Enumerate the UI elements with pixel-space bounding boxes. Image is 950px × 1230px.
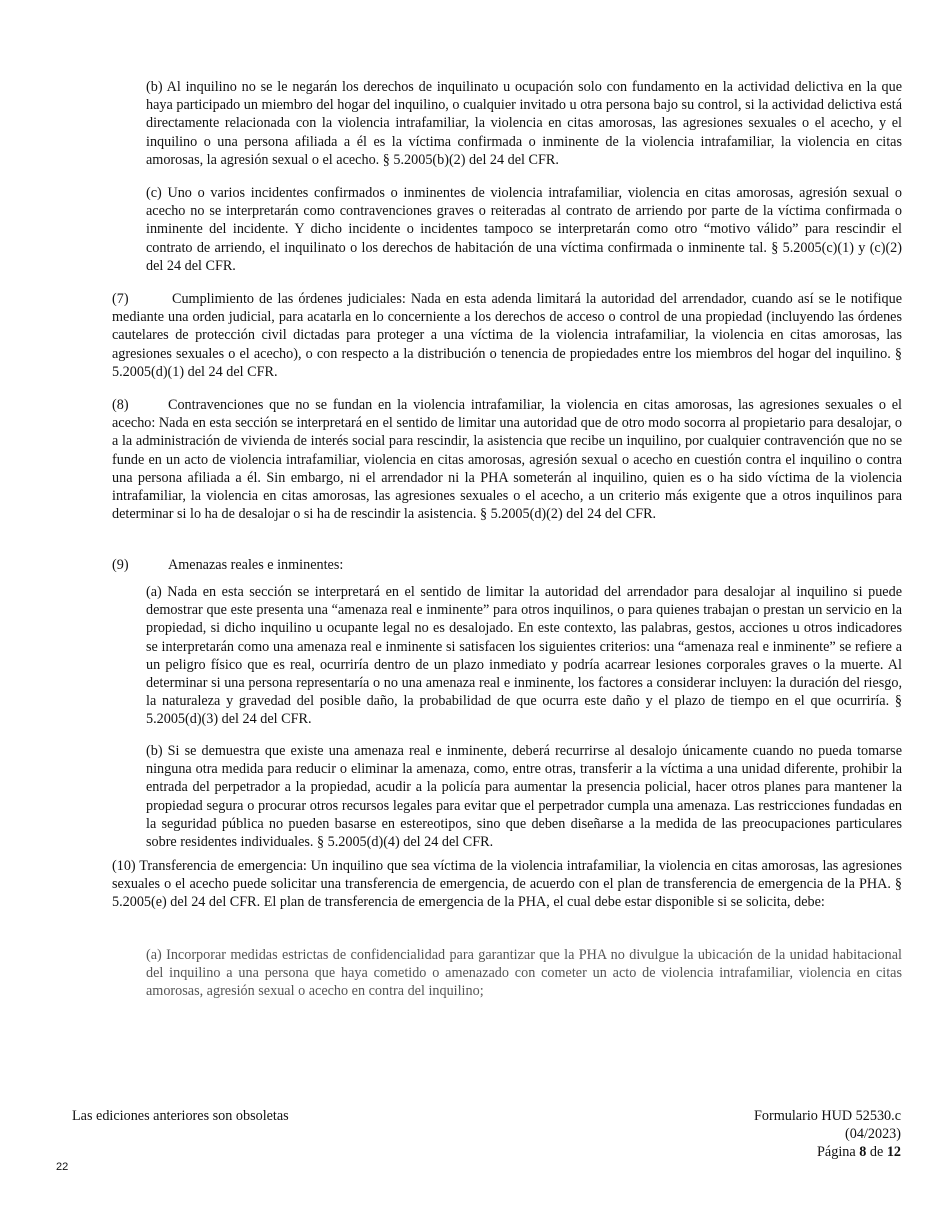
section-7-text: Cumplimiento de las órdenes judiciales: Nada en esta adenda limitará la autoridad del arrendador, cuando así se le notifique mediante una orden judicial, para acatarla en lo concerniente a los derechos de acceso o control de una propiedad (incluyendo las órdenes cautelares de protección civil dictadas para proteger a una víctima de la violencia intrafamiliar, la violencia en citas amorosas, las agresiones sexuales o el acecho), o con respecto a la distribución o tenencia de propiedades entre los miembros del hogar del inquilino. § 5.2005(d)(1) del 24 del CFR. bbox=[112, 291, 902, 380]
footer-page-total: 12 bbox=[886, 1144, 901, 1161]
section-8-paragraph bbox=[112, 396, 902, 523]
footer-form-info bbox=[754, 1107, 901, 1162]
section-10a-paragraph: (a) Incorporar medidas estrictas de confidencialidad para garantizar que la PHA no divulgue la ubicación de la unidad habitacional del inquilino a una persona que haya cometido o amenazado con cometer un acto de violencia intrafamiliar, violencia en citas amorosas, agresión sexual o acecho en contra del inquilino; bbox=[146, 947, 902, 1000]
footer-page-indicator bbox=[754, 1143, 901, 1161]
section-9a-paragraph: (a) Nada en esta sección se interpretará en el sentido de limitar la autoridad del arrendador para desalojar al inquilino si puede demostrar que este presenta una “amenaza real e inminente” para otros inquilinos, o para quienes trabajan o prestan un servicio en la propiedad, si dicho inquilino u ocupante legal no es desalojado. En este contexto, las palabras, gestos, acciones u otros indicadores se interpretarán como una amenaza real e inminente si satisfacen los siguientes criterios: una “amenaza real e inminente” se refiere a un peligro físico que es real, ocurriría dentro de un plazo inmediato y podría acarrear lesiones corporales graves o la muerte. Al determinar si una persona representaría o no una amenaza real e inminente, los factores a considerar incluyen: la duración del riesgo, la naturaleza y gravedad del posible daño, la probabilidad de que ocurra este daño y el plazo de tiempo en el que ocurriría. § 5.2005(d)(3) del 24 del CFR. bbox=[146, 584, 902, 728]
section-10-paragraph: (10) Transferencia de emergencia: Un inquilino que sea víctima de la violencia intrafamiliar, la violencia en citas amorosas, las agresiones sexuales o el acecho puede solicitar una transferencia de emergencia, de acuerdo con el plan de transferencia de emergencia de la PHA. § 5.2005(e) del 24 del CFR. El plan de transferencia de emergencia de la PHA, el cual debe estar disponible si se solicita, debe: bbox=[112, 858, 902, 911]
section-9b-paragraph: (b) Si se demuestra que existe una amenaza real e inminente, deberá recurrirse al desalojo únicamente cuando no pueda tomarse ninguna otra medida para reducir o eliminar la amenaza, como, entre otras, transferir a la víctima a una unidad diferente, prohibir la entrada del perpetrador a la propiedad, acudir a la policía para aumentar la presencia policial, hacer otros planes para mantener la propiedad segura o procurar otros recursos legales para evitar que el perpetrador cumpla una amenaza. Las restricciones fundadas en la seguridad pública no pueden basarse en estereotipos, sino que deben diseñarse a la medida de las preocupaciones particulares sobre residentes individuales. § 5.2005(d)(4) del 24 del CFR. bbox=[146, 743, 902, 851]
section-7-number: (7) bbox=[112, 291, 129, 307]
section-9-heading-text: Amenazas reales e inminentes: bbox=[168, 557, 344, 573]
footer-page-prefix: Página bbox=[817, 1144, 860, 1161]
footer-page-current: 8 bbox=[859, 1144, 867, 1161]
section-9-number: (9) bbox=[112, 557, 129, 573]
section-6c-paragraph: (c) Uno o varios incidentes confirmados o inminentes de violencia intrafamiliar, violencia en citas amorosas, agresión sexual o acecho no se interpretarán como contravenciones graves o reiteradas al contrato de arriendo por parte de la víctima confirmada o inminente del incidente. Y dicho incidente o incidentes tampoco se interpretarán como otro “motivo válido” para rescindir el contrato de arriendo, el inquilinato o los derechos de habitación de una víctima confirmada o inminente tal. § 5.2005(c)(1) y (c)(2) del 24 del CFR. bbox=[146, 185, 902, 274]
footer-page-mid: de bbox=[866, 1144, 887, 1161]
pdf-page-number: 22 bbox=[56, 1161, 69, 1173]
footer-form-number: Formulario HUD 52530.c bbox=[754, 1108, 901, 1124]
section-9-heading bbox=[112, 556, 902, 574]
section-8-number: (8) bbox=[112, 397, 129, 413]
footer-form-date: (04/2023) bbox=[845, 1126, 901, 1143]
footer-obsolete-note: Las ediciones anteriores son obsoletas bbox=[72, 1108, 289, 1124]
section-8-text: Contravenciones que no se fundan en la violencia intrafamiliar, la violencia en citas amorosas, las agresiones sexuales o el acecho: Nada en esta sección se interpretará en el sentido de limitar una autoridad que de otro modo socorra al propietario para desalojar, o a la administración de vivienda de interés social para rescindir, la asistencia que recibe un inquilino, por cualquier contravención que no se funde en un acto de violencia intrafamiliar, violencia en citas amorosas, agresión sexual o acecho en cuestión contra el inquilino o contra una persona afiliada a él. Sin embargo, ni el arrendador ni la PHA someterán al inquilino, quien es o ha sido víctima de la violencia intrafamiliar, la violencia en citas amorosas, las agresiones sexuales o el acecho, a un criterio más exigente que a otros inquilinos para determinar si lo ha de desalojar o si ha de rescindir la asistencia. § 5.2005(d)(2) del 24 del CFR. bbox=[112, 397, 902, 523]
section-6b-paragraph: (b) Al inquilino no se le negarán los derechos de inquilinato u ocupación solo con fundamento en la actividad delictiva en la que haya participado un miembro del hogar del inquilino, o cualquier invitado u otra persona bajo su control, si la actividad delictiva está directamente relacionada con la violencia intrafamiliar, la violencia en citas amorosas, las agresiones sexuales o el acecho, y el inquilino o una persona afiliada a él es la víctima confirmada o inminente de la violencia intrafamiliar, la violencia en citas amorosas, la agresión sexual o el acecho. § 5.2005(b)(2) del 24 del CFR. bbox=[146, 79, 902, 168]
section-7-paragraph bbox=[112, 290, 902, 381]
